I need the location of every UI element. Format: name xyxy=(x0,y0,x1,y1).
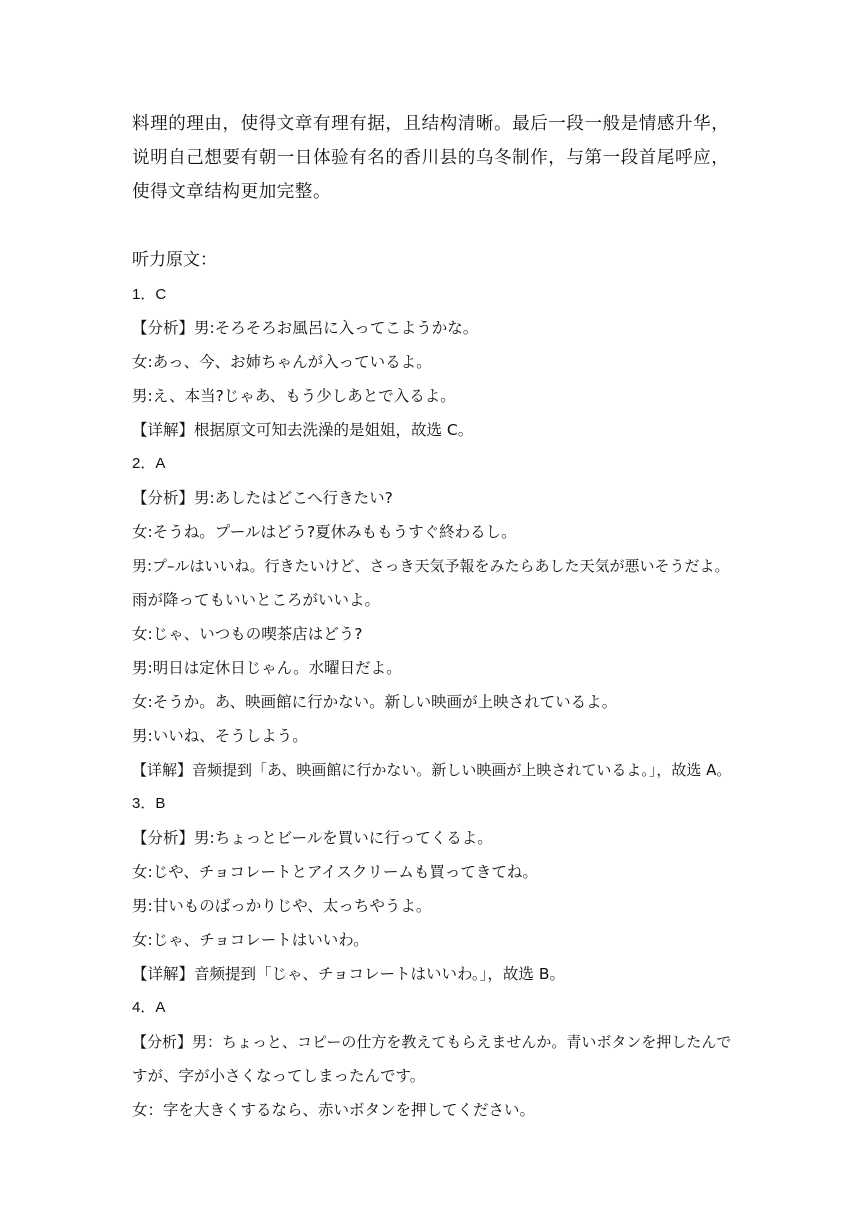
transcript-line: 女:そうか。あ、映画館に行かない。新しい映画が上映されているよ。 xyxy=(132,693,618,711)
transcript-line: 女:じゃ、チョコレートはいいわ。 xyxy=(132,931,369,949)
transcript-line: 女:そうね。プールはどう?夏休みももうすぐ終わるし。 xyxy=(132,523,517,541)
transcript-line: 雨が降ってもいいところがいいよ。 xyxy=(132,591,381,609)
transcript-line: 【分析】男:そろそろお風呂に入ってこようかな。 xyxy=(132,319,479,337)
transcript-line: 女:あっ、今、お姉ちゃんが入っているよ。 xyxy=(132,353,432,371)
transcript-line: 男:明日は定休日じゃん。水曜日だよ。 xyxy=(132,659,402,677)
transcript-line: 男:いいね、そうしよう。 xyxy=(132,727,308,745)
question-number: 3．B xyxy=(132,795,166,812)
explanation-line: 【详解】音频提到「じゃ、チョコレートはいいわ。」，故选 B。 xyxy=(132,965,565,983)
transcript-line: 【分析】男：ちょっと、コピーの仕方を教えてもらえませんか。青いボタンを押したんで xyxy=(132,1033,732,1051)
transcript-line: 【分析】男:あしたはどこへ行きたい? xyxy=(132,489,393,507)
transcript-line: 女：字を大きくするなら、赤いボタンを押してください。 xyxy=(132,1101,536,1119)
transcript-line: すが、字が小さくなってしまったんです。 xyxy=(132,1067,426,1085)
intro-paragraph: 料理的理由，使得文章有理有据，且结构清晰。最后一段一般是情感升华，说明自己想要有朝一日体验有名的香川县的乌冬制作，与第一段首尾呼应，使得文章结构更加完整。 xyxy=(132,114,730,202)
transcript-line: 男:プ–ルはいいね。行きたいけど、さっき天気予報をみたらあした天気が悪いそうだよ。 xyxy=(132,557,730,575)
transcript-line: 男:甘いものばっかりじや、太っちやうよ。 xyxy=(132,897,432,915)
section-title: 听力原文： xyxy=(132,250,217,270)
transcript-line: 男:え、本当?じゃあ、もう少しあとで入るよ。 xyxy=(132,387,456,405)
explanation-line: 【详解】根据原文可知去洗澡的是姐姐，故选 C。 xyxy=(132,421,474,439)
question-number: 2．A xyxy=(132,455,166,472)
question-number: 1．C xyxy=(132,286,167,303)
explanation-line: 【详解】音频提到「あ、映画館に行かない。新しい映画が上映されているよ。」，故选 A。 xyxy=(132,761,732,779)
transcript-line: 女:じゃ、いつもの喫茶店はどう? xyxy=(132,625,363,643)
transcript-line: 【分析】男:ちょっとビールを買いに行ってくるよ。 xyxy=(132,829,493,847)
transcript-line: 女:じや、チョコレートとアイスクリームも買ってきてね。 xyxy=(132,863,538,881)
question-number: 4．A xyxy=(132,999,166,1016)
